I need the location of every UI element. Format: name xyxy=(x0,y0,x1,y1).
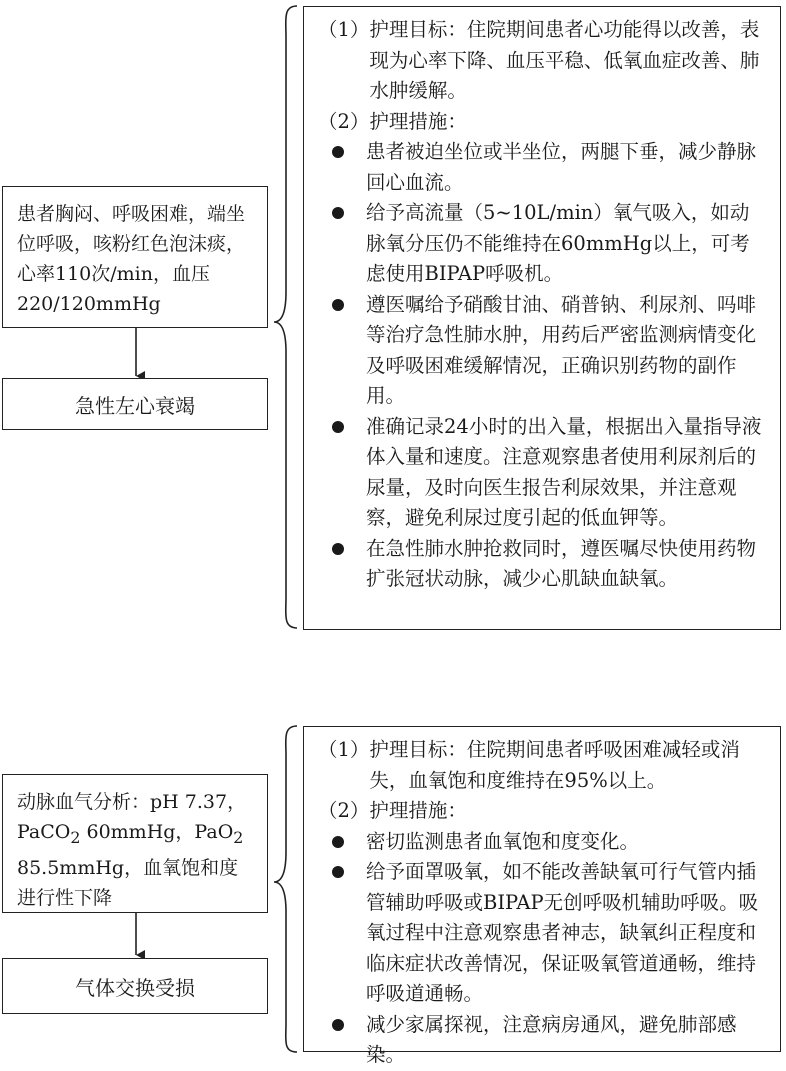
bullet-icon xyxy=(332,207,344,219)
care-measures-heading-2 xyxy=(318,796,768,827)
diagnosis-label-2: 气体交换受损 xyxy=(75,975,195,1000)
care-measures-title-1: 护理措施： xyxy=(369,109,467,133)
symptom-text-2-sub2: 2 xyxy=(233,827,244,847)
care-goal-2 xyxy=(318,735,768,796)
symptom-box-2 xyxy=(2,774,268,913)
care-goal-text-2: 护理目标：住院期间患者呼吸困难减轻或消失，血氧饱和度维持在95%以上。 xyxy=(369,738,740,792)
diagnosis-box-2 xyxy=(2,958,268,1014)
symptom-text-1: 患者胸闷、呼吸困难，端坐位呼吸，咳粉红色泡沫痰，心率110次/min，血压220/120mmHg xyxy=(17,203,246,315)
care-measures-number-1: （2） xyxy=(318,109,370,133)
brace-2 xyxy=(274,726,297,1052)
care-plan-box-1 xyxy=(303,6,781,630)
care-measures-title-2: 护理措施： xyxy=(369,799,467,822)
measure-text: 准确记录24小时的出入量，根据出入量指导液体入量和速度。注意观察患者使用利尿剂后的尿量，及时向医生报告利尿效果，并注意观察，避免利尿过度引起的低血钾等。 xyxy=(366,414,762,529)
list-item xyxy=(318,534,768,595)
bullet-icon xyxy=(332,146,344,158)
bullet-icon xyxy=(332,1019,344,1031)
symptom-text-2-sub1: 2 xyxy=(70,827,81,847)
bullet-icon xyxy=(332,866,344,878)
symptom-text-2-part3: 85.5mmHg，血氧饱和度进行性下降 xyxy=(17,856,239,909)
measure-text: 遵医嘱给予硝酸甘油、硝普钠、利尿剂、吗啡等治疗急性肺水肿，用药后严密监测病情变化及呼吸困难缓解情况，正确识别药物的副作用。 xyxy=(366,292,757,407)
list-item xyxy=(318,827,768,858)
symptom-text-2-part1: 动脉血气分析：pH 7.37，PaCO xyxy=(17,791,247,843)
list-item xyxy=(318,290,768,412)
care-goal-number-1: （1） xyxy=(318,18,370,41)
symptom-text-2-part2: 60mmHg，PaO xyxy=(80,821,234,843)
brace-1 xyxy=(274,6,297,628)
symptom-box-1 xyxy=(2,186,268,328)
list-item xyxy=(318,857,768,1010)
list-item xyxy=(318,198,768,290)
measure-text: 给予面罩吸氧，如不能改善缺氧可行气管内插管辅助呼吸或BIPAP无创呼吸机辅助呼吸。吸氧过程中注意观察患者神志，缺氧纠正程度和临床症状改善情况，保证吸氧管道通畅，维持呼吸道通畅。 xyxy=(366,860,759,1005)
bullet-icon xyxy=(332,299,344,311)
measure-text: 给予高流量（5~10L/min）氧气吸入，如动脉氧分压仍不能维持在60mmHg以上，可考虑使用BIPAP呼吸机。 xyxy=(366,201,750,285)
list-item xyxy=(318,1010,768,1071)
measure-text: 患者被迫坐位或半坐位，两腿下垂，减少静脉回心血流。 xyxy=(366,140,757,194)
measure-text: 密切监测患者血氧饱和度变化。 xyxy=(366,829,640,853)
care-measures-number-2: （2） xyxy=(318,799,370,822)
care-measures-list-1 xyxy=(318,137,768,595)
bullet-icon xyxy=(332,543,344,555)
care-measures-heading-1 xyxy=(318,107,768,138)
care-measures-list-2 xyxy=(318,827,768,1071)
care-plan-box-2 xyxy=(303,726,781,1066)
diagnosis-label-1: 急性左心衰竭 xyxy=(75,393,195,418)
list-item xyxy=(318,412,768,534)
care-goal-1 xyxy=(318,15,768,107)
list-item xyxy=(318,137,768,198)
measure-text: 减少家属探视，注意病房通风，避免肺部感染。 xyxy=(366,1012,737,1066)
care-goal-number-2: （1） xyxy=(318,738,370,761)
bullet-icon xyxy=(332,421,344,433)
measure-text: 在急性肺水肿抢救同时，遵医嘱尽快使用药物扩张冠状动脉，减少心肌缺血缺氧。 xyxy=(366,536,757,590)
bullet-icon xyxy=(332,836,344,848)
care-goal-text-1: 护理目标：住院期间患者心功能得以改善，表现为心率下降、血压平稳、低氧血症改善、肺水肿缓解。 xyxy=(369,18,760,102)
diagnosis-box-1 xyxy=(2,378,268,430)
symptom-text-2 xyxy=(17,791,246,909)
